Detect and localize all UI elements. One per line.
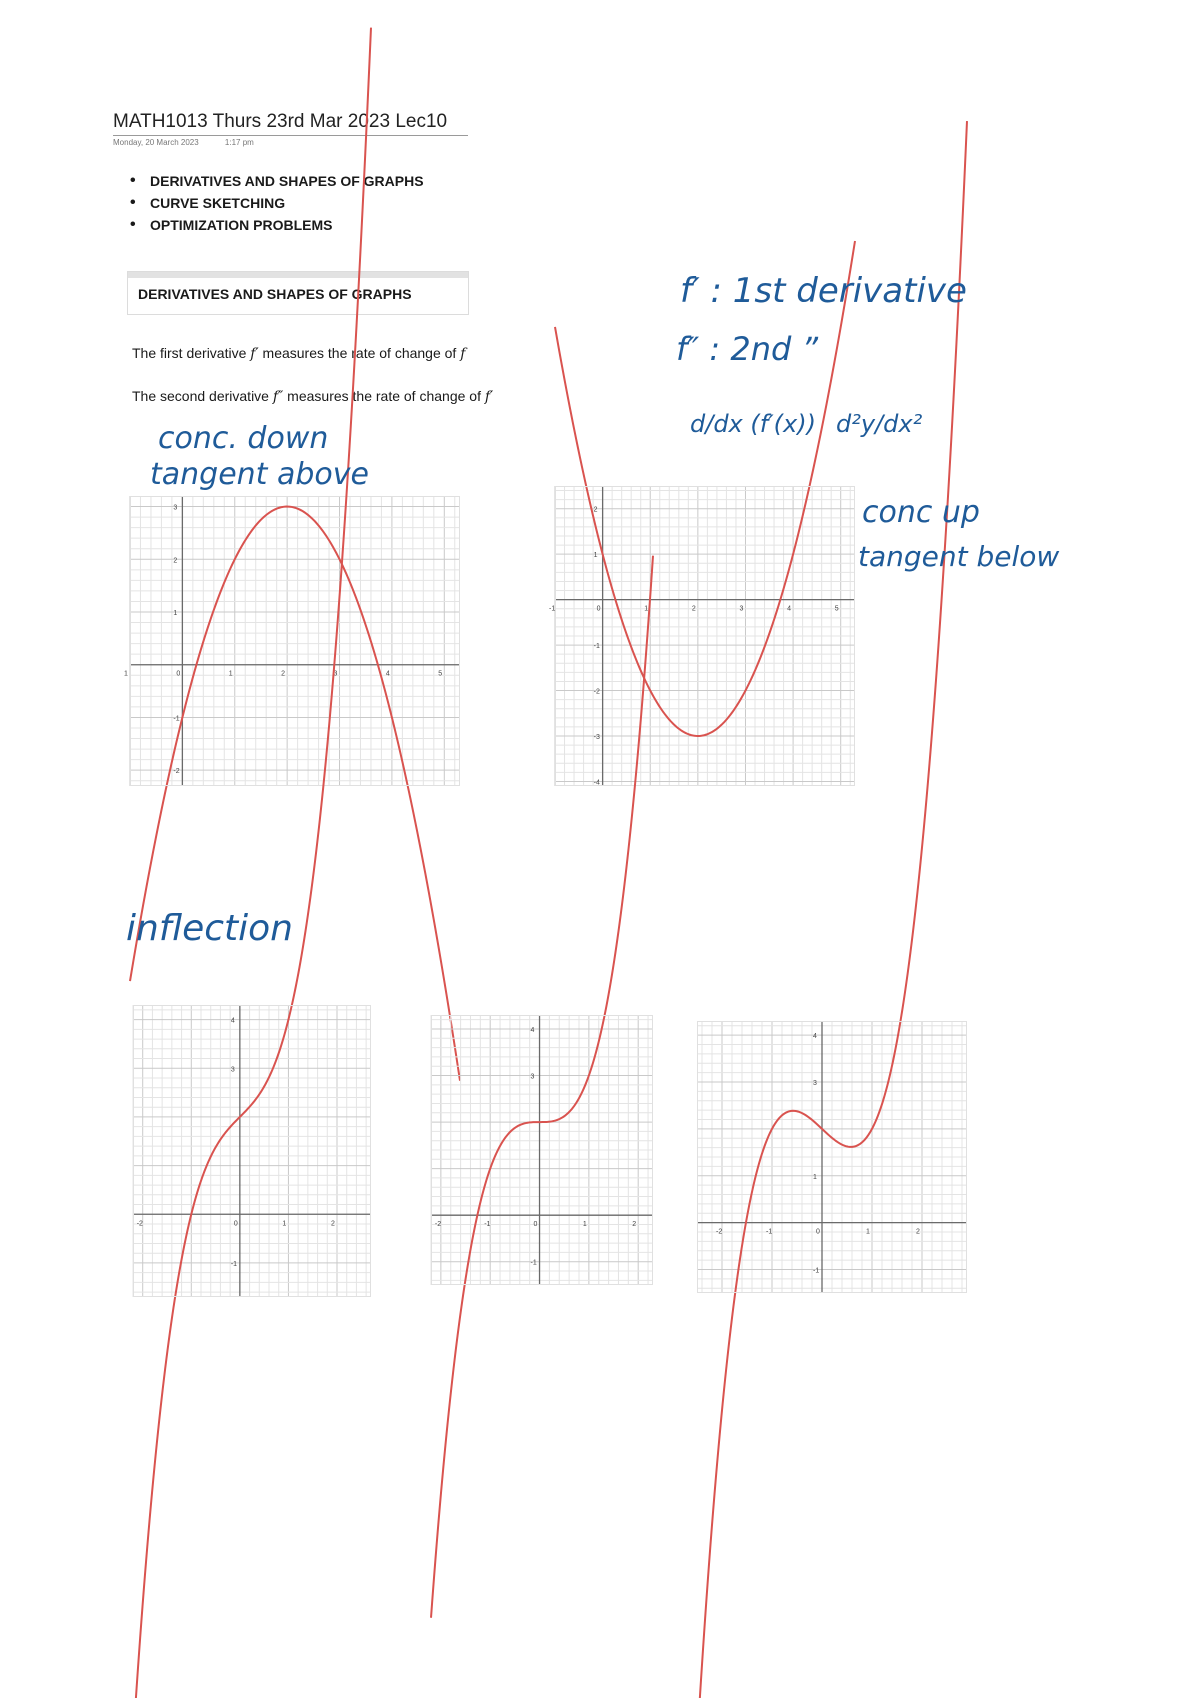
y-tick-label: 4 bbox=[230, 1017, 235, 1025]
y-tick-label: 4 bbox=[813, 1033, 817, 1041]
x-tick-label: -2 bbox=[136, 1220, 143, 1228]
y-tick-label: 2 bbox=[593, 506, 598, 514]
text-run: The second derivative bbox=[132, 388, 273, 404]
x-tick-label: 0 bbox=[233, 1220, 238, 1228]
math-symbol: f′ bbox=[484, 389, 494, 405]
x-tick-label: 1 bbox=[228, 670, 233, 678]
y-tick-label: -1 bbox=[173, 715, 180, 723]
x-tick-label: 3 bbox=[333, 670, 338, 678]
x-tick-label: 2 bbox=[281, 670, 286, 678]
x-tick-label: 2 bbox=[916, 1228, 920, 1236]
page-title: MATH1013 Thurs 23rd Mar 2023 Lec10 bbox=[113, 111, 448, 132]
x-tick-label: 0 bbox=[816, 1228, 820, 1236]
text-run: measures the rate of change of bbox=[258, 345, 461, 361]
x-tick-label: 0 bbox=[176, 670, 181, 678]
y-tick-label: -3 bbox=[593, 734, 600, 741]
x-tick-label: 1 bbox=[866, 1228, 870, 1236]
x-tick-label: 1 bbox=[124, 670, 128, 678]
x-tick-label: 2 bbox=[632, 1221, 637, 1229]
topic-item: • CURVE SKETCHING bbox=[130, 192, 424, 214]
y-tick-label: 3 bbox=[230, 1066, 235, 1074]
y-tick-label: -4 bbox=[593, 779, 600, 787]
y-tick-label: 3 bbox=[173, 504, 178, 512]
ink-fdoubleprime: f″ : 2nd ” bbox=[676, 330, 819, 368]
y-tick-label: -1 bbox=[530, 1259, 537, 1267]
x-tick-label: -2 bbox=[716, 1228, 723, 1236]
x-tick-label: 4 bbox=[787, 605, 792, 613]
ink-fprime: f′ : 1st derivative bbox=[680, 271, 967, 311]
ink-tangent-below: tangent below bbox=[858, 540, 1060, 573]
ink-derivative-notation: d/dx (f′(x)) bbox=[690, 410, 816, 438]
x-tick-label: 4 bbox=[385, 670, 390, 678]
page-date: Monday, 20 March 2023 bbox=[113, 138, 199, 147]
y-tick-label: -1 bbox=[593, 643, 600, 651]
x-tick-label: -1 bbox=[766, 1228, 773, 1236]
x-tick-label: 5 bbox=[438, 670, 443, 678]
math-symbol: f″ bbox=[272, 389, 284, 405]
topic-item: • OPTIMIZATION PROBLEMS bbox=[130, 214, 424, 236]
x-tick-label: -1 bbox=[484, 1221, 491, 1229]
x-tick-label: 3 bbox=[739, 605, 744, 613]
ink-inflection: inflection bbox=[126, 908, 293, 949]
math-symbol: f bbox=[460, 346, 466, 362]
x-tick-label: 1 bbox=[644, 605, 649, 613]
text-run: The first derivative bbox=[132, 345, 251, 361]
y-tick-label: -2 bbox=[173, 768, 180, 776]
ink-conc-down: conc. down bbox=[158, 421, 329, 456]
y-tick-label: -2 bbox=[593, 688, 600, 696]
x-tick-label: 2 bbox=[331, 1220, 335, 1228]
ink-conc-up: conc up bbox=[862, 495, 980, 530]
y-tick-label: 3 bbox=[813, 1079, 817, 1087]
y-tick-label: 1 bbox=[173, 610, 178, 617]
ink-second-derivative-notation: d²y/dx² bbox=[836, 410, 923, 438]
x-tick-label: 5 bbox=[834, 605, 839, 613]
x-tick-label: -1 bbox=[549, 605, 556, 613]
topic-item: • DERIVATIVES AND SHAPES OF GRAPHS bbox=[130, 170, 424, 192]
y-tick-label: -1 bbox=[230, 1260, 238, 1268]
x-tick-label: 0 bbox=[533, 1221, 538, 1229]
text-run: measures the rate of change of bbox=[283, 388, 485, 404]
y-tick-label: 3 bbox=[530, 1073, 535, 1081]
page-time: 1:17 pm bbox=[224, 138, 254, 147]
math-symbol: f′ bbox=[250, 346, 259, 362]
y-tick-label: 2 bbox=[173, 557, 178, 565]
x-tick-label: 1 bbox=[582, 1221, 587, 1229]
y-tick-label: 1 bbox=[593, 552, 598, 560]
y-tick-label: 1 bbox=[813, 1173, 817, 1181]
ink-tangent-above: tangent above bbox=[150, 457, 369, 492]
x-tick-label: 0 bbox=[596, 605, 601, 613]
y-tick-label: 4 bbox=[530, 1026, 535, 1034]
y-tick-label: -1 bbox=[813, 1267, 820, 1275]
x-tick-label: -2 bbox=[434, 1221, 442, 1229]
section-heading: DERIVATIVES AND SHAPES OF GRAPHS bbox=[138, 286, 412, 302]
x-tick-label: 2 bbox=[691, 605, 696, 613]
x-tick-label: 1 bbox=[282, 1220, 287, 1228]
